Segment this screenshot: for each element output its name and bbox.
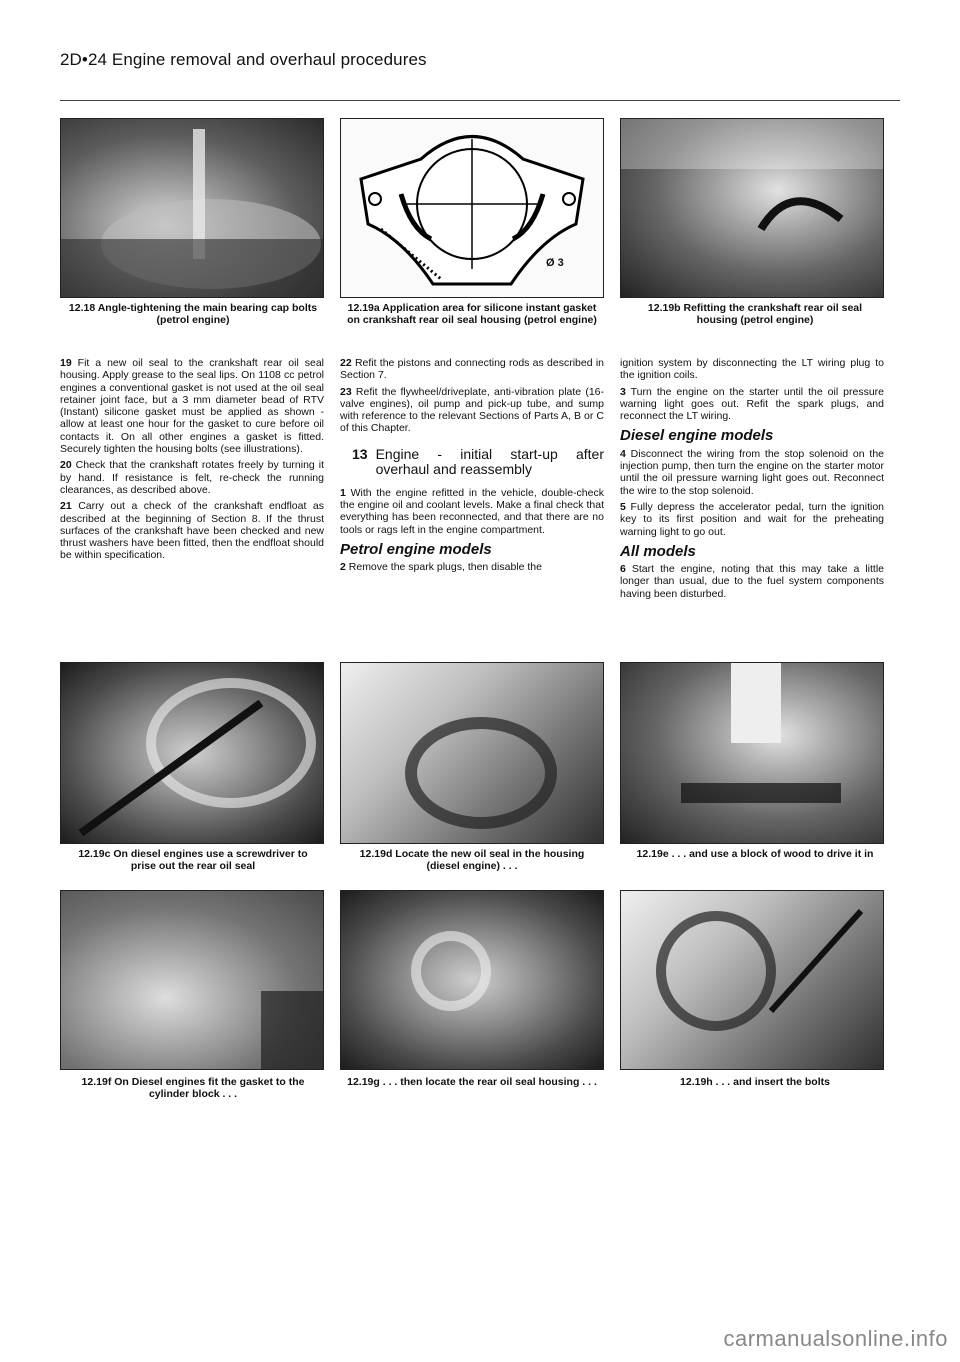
paragraph-22: 22 Refit the pistons and connecting rods as described in Section 7.	[340, 357, 604, 382]
photo-12-19b	[620, 118, 884, 298]
seal-housing-diagram-icon	[341, 119, 603, 297]
caption-12-19c: 12.19c On diesel engines use a screwdriver to prise out the rear oil seal	[78, 848, 308, 872]
screwdriver-photo-icon	[61, 663, 323, 843]
seal-housing-photo-icon	[341, 891, 603, 1069]
paragraph-2: 2 Remove the spark plugs, then disable the	[340, 561, 542, 574]
photo-12-19d	[340, 662, 604, 844]
photo-12-18	[60, 118, 324, 298]
photo-12-19h	[620, 890, 884, 1070]
paragraph-23: 23 Refit the flywheel/driveplate, anti-vibration plate (16-valve engines), oil pump and pick-up tube, and sump with reference to the relevant Sections of Parts A, B or C of this Chapter.	[340, 385, 605, 435]
caption-12-19g: 12.19g . . . then locate the rear oil seal housing . . .	[347, 1076, 597, 1088]
paragraph-3: 3 Turn the engine on the starter until the oil pressure warning light goes out. Refit the spark plugs, and reconnect the LT wiring.	[620, 385, 884, 423]
caption-12-19d: 12.19d Locate the new oil seal in the housing (diesel engine) . . .	[359, 848, 585, 872]
paragraph-4: 4 Disconnect the wiring from the stop solenoid on the injection pump, then turn the engine on the starter motor until the oil pressure warning light goes out. Reconnect the wire to the stop solenoid.	[620, 447, 884, 497]
page-header: 2D•24 Engine removal and overhaul procedures	[60, 50, 427, 69]
section-13-heading: 13 Engine - initial start-up after overhaul and reassembly	[352, 445, 604, 477]
heading-diesel: Diesel engine models	[620, 427, 774, 445]
paragraph-5: 5 Fully depress the accelerator pedal, turn the ignition key to its first position and wait for the preheating warning light to go out.	[620, 500, 885, 538]
wood-block-photo-icon	[621, 663, 883, 843]
paragraph-6: 6 Start the engine, noting that this may take a little longer than usual, due to the fuel system components having been disturbed.	[620, 563, 884, 600]
header-rule	[60, 100, 900, 101]
diameter-label: Ø 3	[546, 257, 564, 269]
caption-12-19h: 12.19h . . . and insert the bolts	[680, 1076, 830, 1088]
photo-12-19e	[620, 662, 884, 844]
paragraph-1: 1 With the engine refitted in the vehicle, double-check the engine oil and coolant levels. Make a final check that everything has been reconnected, and that there are no tools or rags left in the engine compartment.	[340, 486, 604, 536]
text-column-2	[340, 357, 604, 578]
caption-12-19f: 12.19f On Diesel engines fit the gasket to the cylinder block . . .	[81, 1076, 305, 1100]
housing-refit-photo-icon	[621, 119, 883, 297]
caption-12-19e: 12.19e . . . and use a block of wood to drive it in	[636, 848, 874, 860]
paragraph-19: 19 Fit a new oil seal to the crankshaft rear oil seal housing. Apply grease to the seal lips. On 1108 cc petrol engines a conventional gasket is not used at the oil seal retainer joint face, but a 3 mm diameter bead of RTV (Instant) silicone gasket must be applied as shown - allow at least one hour for the gasket to cure before oil contacts it. On all other engines a gasket is fitted. Securely tighten the housing bolts (see illustrations).	[60, 357, 325, 456]
oil-seal-photo-icon	[341, 663, 603, 843]
gasket-photo-icon	[61, 891, 323, 1069]
photo-12-19g	[340, 890, 604, 1070]
text-column-3	[620, 357, 884, 604]
diagram-12-19a	[340, 118, 604, 298]
bearing-cap-photo-icon	[61, 119, 323, 297]
caption-12-18: 12.18 Angle-tightening the main bearing cap bolts (petrol engine)	[68, 302, 318, 326]
caption-12-19b: 12.19b Refitting the crankshaft rear oil seal housing (petrol engine)	[647, 302, 863, 326]
paragraph-21: 21 Carry out a check of the crankshaft endfloat as described at the beginning of Section 8. If the thrust surfaces of the crankshaft have been checked and new thrust washers have been fitted, then the endfloat should be within specification.	[60, 500, 324, 562]
bolts-photo-icon	[621, 891, 883, 1069]
heading-all-models: All models	[620, 542, 696, 560]
photo-12-19c	[60, 662, 324, 844]
caption-12-19a: 12.19a Application area for silicone instant gasket on crankshaft rear oil seal housing (petrol engine)	[347, 302, 597, 326]
heading-petrol: Petrol engine models	[340, 540, 492, 558]
text-column-1	[60, 357, 324, 566]
photo-12-19f	[60, 890, 324, 1070]
paragraph-20: 20 Check that the crankshaft rotates freely by turning it by hand. If resistance is felt, re-check the running clearances, as described above.	[60, 459, 324, 496]
watermark: carmanualsonline.info	[723, 1326, 948, 1351]
paragraph-2-continued: ignition system by disconnecting the LT wiring plug to the ignition coils.	[620, 357, 884, 382]
